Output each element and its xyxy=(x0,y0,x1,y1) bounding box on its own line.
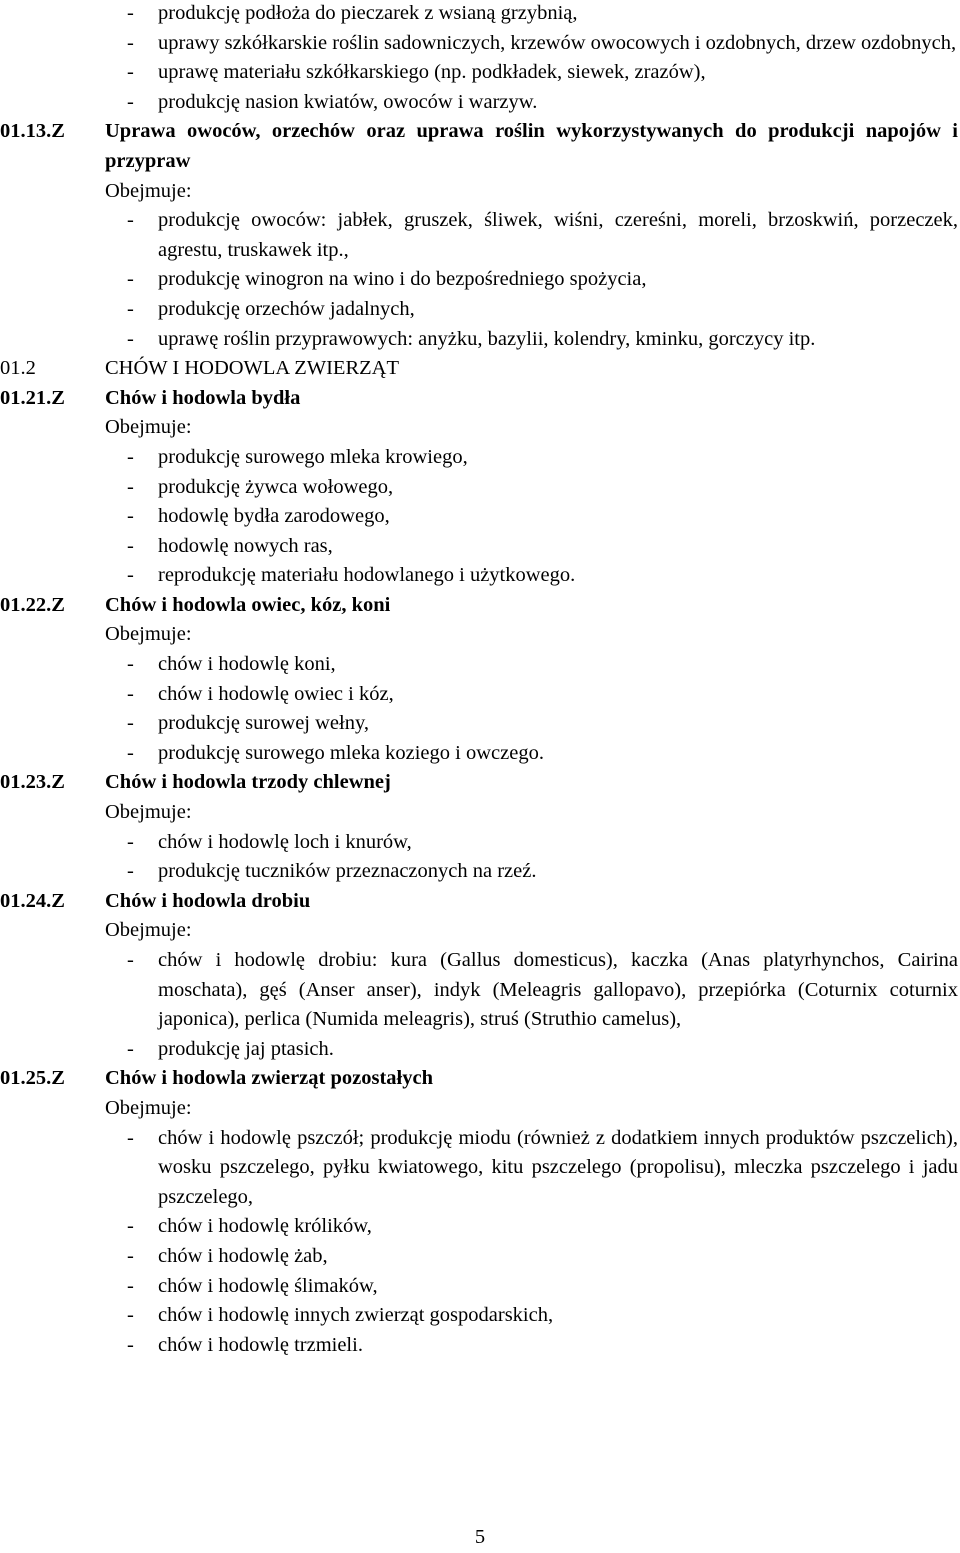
list-item: - produkcję surowego mleka koziego i owczego. xyxy=(105,739,958,769)
list-dash: - xyxy=(127,1126,134,1149)
list-item: - produkcję tuczników przeznaczonych na rzeź. xyxy=(105,857,958,887)
list-dash: - xyxy=(127,268,134,291)
list-dash: - xyxy=(127,653,134,676)
list-dash: - xyxy=(127,712,134,735)
list-item: - chów i hodowlę owiec i kóz, xyxy=(105,680,958,710)
list-item: - uprawy szkółkarskie roślin sadowniczych, krzewów owocowych i ozdobnych, drzew ozdobnych, xyxy=(105,29,958,59)
list-item: - produkcję podłoża do pieczarek z wsianą grzybnią, xyxy=(105,0,958,29)
section-code: 01.2 xyxy=(0,357,36,380)
list-dash: - xyxy=(127,90,134,113)
section-heading xyxy=(0,1064,960,1094)
obejmuje-label-row xyxy=(0,620,960,650)
section-code: 01.21.Z xyxy=(0,386,65,409)
list-dash: - xyxy=(127,860,134,883)
list-dash: - xyxy=(127,297,134,320)
obejmuje-label: Obejmuje: xyxy=(105,179,192,202)
section-title: Chów i hodowla drobiu xyxy=(105,889,311,912)
list-item: - chów i hodowlę królików, xyxy=(105,1212,958,1242)
list-item: - chów i hodowlę koni, xyxy=(105,650,958,680)
section-title: Uprawa owoców, orzechów oraz uprawa roślin wykorzystywanych do produkcji napojów i przypraw xyxy=(105,120,958,172)
list-dash: - xyxy=(127,1037,134,1060)
section-code: 01.23.Z xyxy=(0,771,65,794)
page-number: 5 xyxy=(474,1526,486,1548)
list-dash: - xyxy=(127,534,134,557)
section-heading xyxy=(0,591,960,621)
section-title: Chów i hodowla zwierząt pozostałych xyxy=(105,1067,433,1090)
list-dash: - xyxy=(127,682,134,705)
list-item: - produkcję orzechów jadalnych, xyxy=(105,295,958,325)
list-item: - produkcję owoców: jabłek, gruszek, śliwek, wiśni, czereśni, moreli, brzoskwiń, porzeczek, agrestu, truskawek itp., xyxy=(105,206,958,265)
obejmuje-label: Obejmuje: xyxy=(105,1096,192,1119)
obejmuje-label: Obejmuje: xyxy=(105,623,192,646)
obejmuje-label-row xyxy=(0,1094,960,1124)
section-code: 01.24.Z xyxy=(0,889,65,912)
list-dash: - xyxy=(127,830,134,853)
obejmuje-label-row xyxy=(0,916,960,946)
obejmuje-label: Obejmuje: xyxy=(105,801,192,824)
list-item: - chów i hodowlę trzmieli. xyxy=(105,1331,958,1361)
list-item: - chów i hodowlę innych zwierząt gospodarskich, xyxy=(105,1301,958,1331)
list-item: - produkcję winogron na wino i do bezpośredniego spożycia, xyxy=(105,265,958,295)
section-code: 01.22.Z xyxy=(0,593,65,616)
section-heading xyxy=(0,354,960,384)
list-dash: - xyxy=(127,61,134,84)
section-heading xyxy=(0,768,960,798)
list-dash: - xyxy=(127,1304,134,1327)
list-dash: - xyxy=(127,1333,134,1356)
list-dash: - xyxy=(127,741,134,764)
list-dash: - xyxy=(127,445,134,468)
section-code: 01.13.Z xyxy=(0,120,65,143)
section-title: Chów i hodowla owiec, kóz, koni xyxy=(105,593,391,616)
obejmuje-label: Obejmuje: xyxy=(105,919,192,942)
list-item: - hodowlę nowych ras, xyxy=(105,532,958,562)
list-item: - chów i hodowlę loch i knurów, xyxy=(105,828,958,858)
section-title: CHÓW I HODOWLA ZWIERZĄT xyxy=(105,357,399,380)
list-dash: - xyxy=(127,475,134,498)
obejmuje-label: Obejmuje: xyxy=(105,416,192,439)
list-item: - chów i hodowlę drobiu: kura (Gallus domesticus), kaczka (Anas platyrhynchos, Cairina moschata), gęś (Anser anser), indyk (Meleagris gallopavo), przepiórka (Coturnix coturnix japonica), perlica (Numida meleagris), struś (Struthio camelus), xyxy=(105,946,958,1035)
list-item: - produkcję surowego mleka krowiego, xyxy=(105,443,958,473)
list-item: - chów i hodowlę żab, xyxy=(105,1242,958,1272)
list-dash: - xyxy=(127,1274,134,1297)
list-item: - produkcję żywca wołowego, xyxy=(105,473,958,503)
list-dash: - xyxy=(127,949,134,971)
list-item: - reprodukcję materiału hodowlanego i użytkowego. xyxy=(105,561,958,591)
list-dash: - xyxy=(127,1215,134,1238)
list-dash: - xyxy=(127,327,134,350)
list-dash: - xyxy=(127,505,134,528)
list-item: - hodowlę bydła zarodowego, xyxy=(105,502,958,532)
list-dash: - xyxy=(127,31,134,54)
list-item: - produkcję surowej wełny, xyxy=(105,709,958,739)
list-dash: - xyxy=(127,209,134,232)
obejmuje-label-row xyxy=(0,177,960,207)
list-dash: - xyxy=(127,1244,134,1267)
list-dash: - xyxy=(127,564,134,587)
section-code: 01.25.Z xyxy=(0,1067,65,1090)
list-item: - chów i hodowlę ślimaków, xyxy=(105,1272,958,1302)
list-item: - uprawę materiału szkółkarskiego (np. podkładek, siewek, zrazów), xyxy=(105,58,958,88)
section-heading xyxy=(0,887,960,917)
section-title: Chów i hodowla trzody chlewnej xyxy=(105,771,391,794)
list-item: - chów i hodowlę pszczół; produkcję miodu (również z dodatkiem innych produktów pszczelich), wosku pszczelego, pyłku kwiatowego, kitu pszczelego (propolisu), mleczka pszczelego i jadu pszczelego, xyxy=(105,1124,958,1213)
list-item: - produkcję jaj ptasich. xyxy=(105,1035,958,1065)
list-item: - uprawę roślin przyprawowych: anyżku, bazylii, kolendry, kminku, gorczycy itp. xyxy=(105,325,958,355)
section-heading xyxy=(0,117,960,176)
section-title: Chów i hodowla bydła xyxy=(105,386,301,409)
list-item: - produkcję nasion kwiatów, owoców i warzyw. xyxy=(105,88,958,118)
obejmuje-label-row xyxy=(0,413,960,443)
section-heading xyxy=(0,384,960,414)
obejmuje-label-row xyxy=(0,798,960,828)
list-dash: - xyxy=(127,2,134,24)
